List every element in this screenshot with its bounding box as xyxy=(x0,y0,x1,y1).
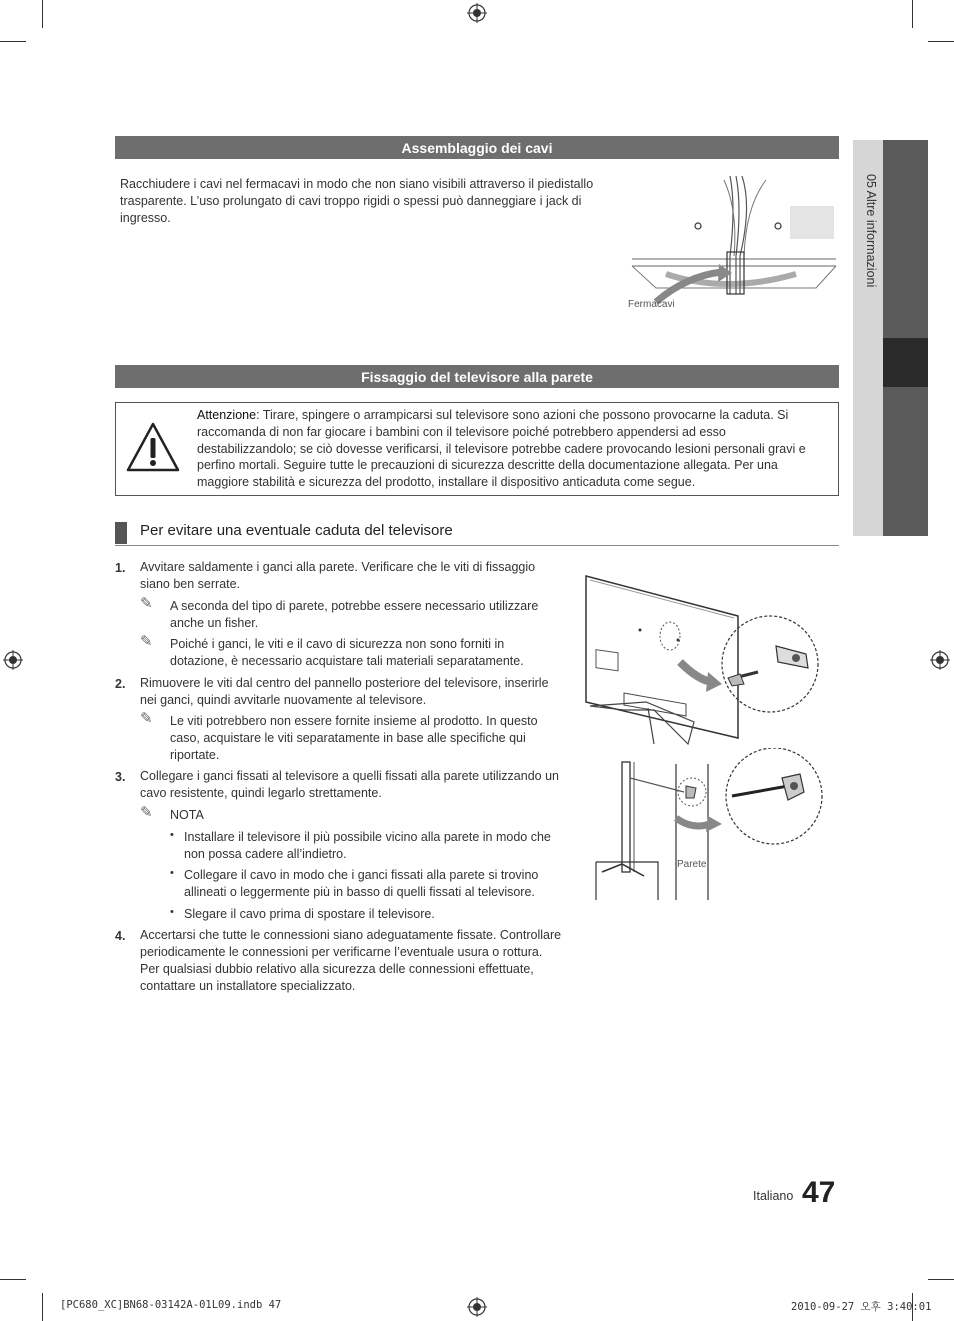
bullet-text: Slegare il cavo prima di spostare il televisore. xyxy=(184,907,435,921)
step-text: Accertarsi che tutte le connessioni siano adeguatamente fissate. Controllare periodicamente le connessioni per verificarne l’eventuale usura o rottura. Per qualsiasi dubbio relativo alla sicurezza delle connessioni effettuate, contattare un installatore specializzato. xyxy=(140,928,562,993)
step-number: 4. xyxy=(115,929,126,943)
bullet-text: Collegare il cavo in modo che i ganci fissati alla parete si trovino allineati o leggermente più in basso di quelli fissati al televisore. xyxy=(184,868,539,899)
warning-triangle-icon xyxy=(125,421,181,473)
chapter-tab-active-marker xyxy=(883,338,928,387)
note-label: NOTA xyxy=(170,808,204,822)
crop-mark xyxy=(0,41,26,42)
step-text: Collegare i ganci fissati al televisore a quelli fissati alla parete utilizzando un cavo resistente, quindi legarlo strettamente. xyxy=(140,769,559,800)
subsection-title: Per evitare una eventuale caduta del televisore xyxy=(140,522,453,539)
crop-mark xyxy=(42,0,43,28)
subsection-marker xyxy=(115,522,127,544)
step-number: 1. xyxy=(115,561,126,575)
chapter-tab-label: 05 Altre informazioni xyxy=(864,174,878,288)
page-number: 47 xyxy=(802,1176,836,1209)
note-text: Le viti potrebbero non essere fornite insieme al prodotto. In questo caso, acquistare le viti separatamente in base alle specifiche qui riportate. xyxy=(170,714,538,762)
crop-mark xyxy=(42,1293,43,1321)
registration-target-icon xyxy=(467,1297,487,1317)
crop-mark xyxy=(928,1279,954,1280)
crop-mark xyxy=(912,0,913,28)
step-text: Rimuovere le viti dal centro del pannello posteriore del televisore, inserirle nei ganci, quindi avvitarle nuovamente al televisore. xyxy=(140,676,549,707)
subsection-divider xyxy=(115,545,839,546)
step-number: 2. xyxy=(115,677,126,691)
section-header-cable-assembly: Assemblaggio dei cavi xyxy=(115,136,839,159)
bullet-text: Installare il televisore il più possibile vicino alla parete in modo che non possa cadere all’indietro. xyxy=(184,830,551,861)
note-pencil-icon: ✎ xyxy=(140,633,153,650)
wall-label: Parete xyxy=(677,859,707,870)
cable-holder-label: Fermacavi xyxy=(628,299,675,310)
note-pencil-icon: ✎ xyxy=(140,595,153,612)
step-number: 3. xyxy=(115,770,126,784)
crop-mark xyxy=(928,41,954,42)
file-info: [PC680_XC]BN68-03142A-01L09.indb 47 xyxy=(60,1299,282,1311)
cable-assembly-paragraph: Racchiudere i cavi nel fermacavi in modo che non siano visibili attraverso il piedistallo trasparente. L’uso prolungato di cavi troppo rigidi o spessi può danneggiare i jack di ingresso. xyxy=(120,177,594,225)
bullet-icon: • xyxy=(170,906,174,918)
crop-mark xyxy=(0,1279,26,1280)
bullet-icon: • xyxy=(170,867,174,879)
warning-lead: Attenzione xyxy=(197,408,257,422)
print-timestamp: 2010-09-27 오후 3:40:01 xyxy=(791,1301,932,1313)
warning-body: : Tirare, spingere o arrampicarsi sul televisore sono azioni che possono provocarne la caduta. Si raccomanda di non far giocare i bambini con il televisore poiché potrebbero appendersi ad esso destabilizzandolo; se ciò dovesse verificarsi, il televisore potrebbe cadere provocando lesioni personali gravi e perfino mortali. Seguire tutte le precauzioni di sicurezza descritte della documentazione allegata. Per una maggiore stabilità e sicurezza del prodotto, installare il dispositivo anticaduta come segue. xyxy=(197,408,806,490)
warning-box xyxy=(115,402,839,496)
registration-target-icon xyxy=(3,650,23,670)
warning-text xyxy=(197,407,822,491)
tv-back-illustration xyxy=(584,574,824,750)
wall-mount-illustration xyxy=(592,748,830,900)
note-pencil-icon: ✎ xyxy=(140,804,153,821)
note-pencil-icon: ✎ xyxy=(140,710,153,727)
section-header-wall-mount: Fissaggio del televisore alla parete xyxy=(115,365,839,388)
bullet-icon: • xyxy=(170,829,174,841)
registration-target-icon xyxy=(930,650,950,670)
cable-holder-illustration xyxy=(626,176,838,312)
chapter-tab-segment xyxy=(883,387,928,536)
note-text: Poiché i ganci, le viti e il cavo di sicurezza non sono forniti in dotazione, è necessario acquistare tali materiali separatamente. xyxy=(170,637,524,668)
chapter-tab-segment xyxy=(883,140,928,338)
step-text: Avvitare saldamente i ganci alla parete. Verificare che le viti di fissaggio siano ben serrate. xyxy=(140,560,536,591)
note-text: A seconda del tipo di parete, potrebbe essere necessario utilizzare anche un fisher. xyxy=(170,599,539,630)
registration-target-icon xyxy=(467,3,487,23)
footer-language: Italiano xyxy=(753,1189,794,1203)
